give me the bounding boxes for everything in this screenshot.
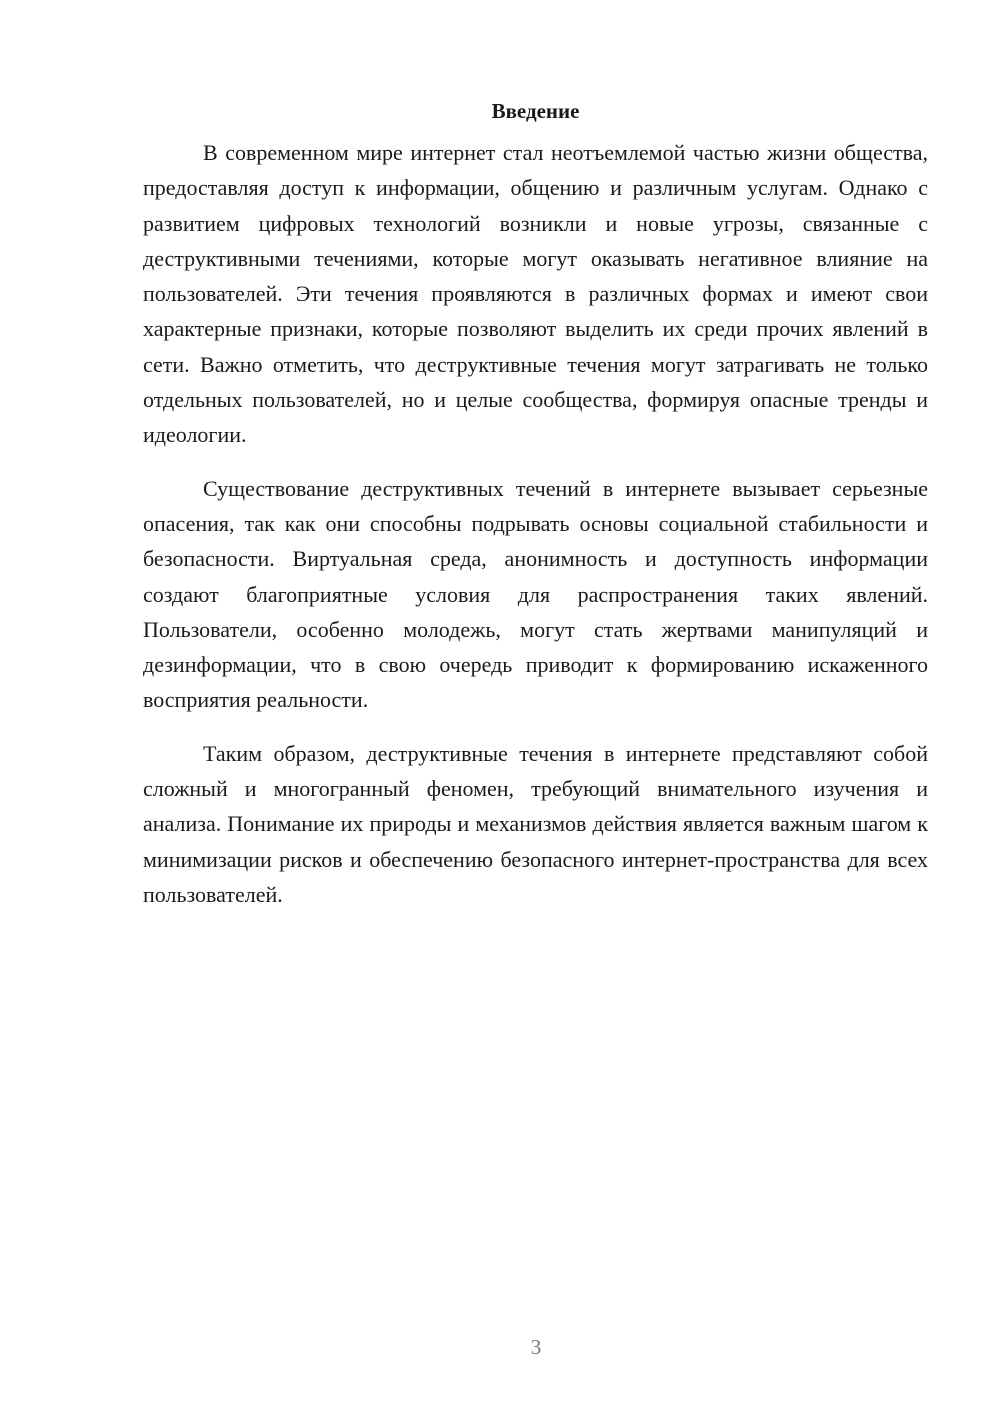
page-number: 3	[530, 1335, 542, 1359]
section-heading: Введение	[491, 99, 580, 123]
paragraph-3: Таким образом, деструктивные течения в интернете представляют собой сложный и многогранный феномен, требующий внимательного изучения и анализа. Понимание их природы и механизмов действия является важным шагом к минимизации рисков и обеспечению безопасного интернет-пространства для всех пользователей.	[143, 740, 928, 907]
paragraph-1: В современном мире интернет стал неотъемлемой частью жизни общества, предоставляя доступ к информации, общению и различным услугам. Однако с развитием цифровых технологий возникли и новые угрозы, связанные с деструктивными течениями, которые могут оказывать негативное влияние на пользователей. Эти течения проявляются в различных формах и имеют свои характерные признаки, которые позволяют выделить их среди прочих явлений в сети. Важно отметить, что деструктивные течения могут затрагивать не только отдельных пользователей, но и целые сообщества, формируя опасные тренды и идеологии.	[143, 140, 928, 448]
page-content	[143, 96, 928, 930]
paragraph-2: Существование деструктивных течений в интернете вызывает серьезные опасения, так как они способны подрывать основы социальной стабильности и безопасности. Виртуальная среда, анонимность и доступность информации создают благоприятные условия для распространения таких явлений. Пользователи, особенно молодежь, могут стать жертвами манипуляций и дезинформации, что в свою очередь приводит к формированию искаженного восприятия реальности.	[143, 475, 928, 713]
